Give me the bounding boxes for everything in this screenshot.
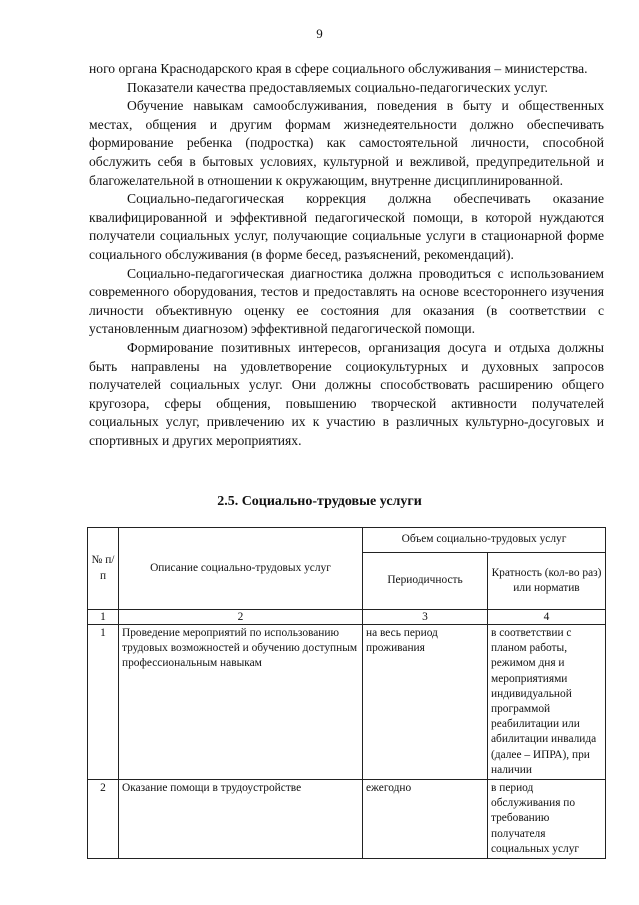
row-periodicity: ежегодно — [363, 780, 488, 859]
header-volume: Объем социально-трудовых услуг — [363, 528, 606, 553]
page-number: 9 — [316, 26, 323, 41]
paragraph-correction: Социально-педагогическая коррекция должна обеспечивать оказание квалифицированной и эффективной педагогической помощи, в которой нуждаются получатели социальных услуг, получающие социальные услуги в стационарной форме социального обслуживания (в форме бесед, разъяснений, рекомендаций). — [89, 191, 604, 262]
table-row — [88, 780, 606, 859]
paragraph-self-service: Обучение навыкам самообслуживания, поведения в быту и общественных местах, общения и другим формам жизнедеятельности должно обеспечивать формирование ребенка (подростка) как самостоятельной личности, способной обслужить себя в бытовых условиях, культурной и вежливой, предупредительной и благожелательной в отношении к окружающим, внутренне дисциплинированной. — [89, 98, 604, 188]
section-title: 2.5. Социально-трудовые услуги — [217, 494, 422, 509]
column-number: 3 — [363, 610, 488, 625]
paragraph-quality-heading: Показатели качества предоставляемых социально-педагогических услуг. — [127, 79, 548, 95]
body-text — [89, 60, 604, 450]
paragraph-diagnostics: Социально-педагогическая диагностика должна проводиться с использованием современного оборудования, тестов и предоставлять на основе всестороннего изучения личности объективную оценку ее состояния для оказания (в соответствии с установленным диагнозом) эффективной педагогической помощи. — [89, 265, 604, 337]
header-description: Описание социально-трудовых услуг — [119, 528, 363, 610]
row-frequency: в соответствии с планом работы, режимом дня и мероприятиями индивидуальной программой реабилитации или абилитации инвалида (далее – ИПРА), при наличии — [488, 625, 606, 780]
column-number: 1 — [88, 610, 119, 625]
column-number-row — [88, 610, 606, 625]
header-num: № п/п — [88, 528, 119, 610]
row-frequency: в период обслуживания по требованию получателя социальных услуг — [488, 780, 606, 859]
row-description: Оказание помощи в трудоустройстве — [119, 780, 363, 859]
header-frequency: Кратность (кол-во раз) или норматив — [488, 553, 606, 610]
row-periodicity: на весь период проживания — [363, 625, 488, 780]
table-header-row — [88, 528, 606, 553]
services-table — [87, 527, 606, 859]
header-periodicity: Периодичность — [363, 553, 488, 610]
paragraph-continuation: ного органа Краснодарского края в сфере социального обслуживания – министерства. — [89, 61, 588, 76]
table-row — [88, 625, 606, 780]
column-number: 4 — [488, 610, 606, 625]
row-description: Проведение мероприятий по использованию трудовых возможностей и обучению доступным профессиональным навыкам — [119, 625, 363, 780]
row-num: 2 — [88, 780, 119, 859]
paragraph-leisure: Формирование позитивных интересов, организация досуга и отдыха должны быть направлены на удовлетворение социокультурных и духовных запросов получателей социальных услуг. Они должны способствовать расширению общего кругозора, сферы общения, повышению творческой активности получателей социальных услуг, привлечению их к участию в различных культурно-досуговых и спортивных и других мероприятиях. — [89, 339, 604, 448]
row-num: 1 — [88, 625, 119, 780]
column-number: 2 — [119, 610, 363, 625]
